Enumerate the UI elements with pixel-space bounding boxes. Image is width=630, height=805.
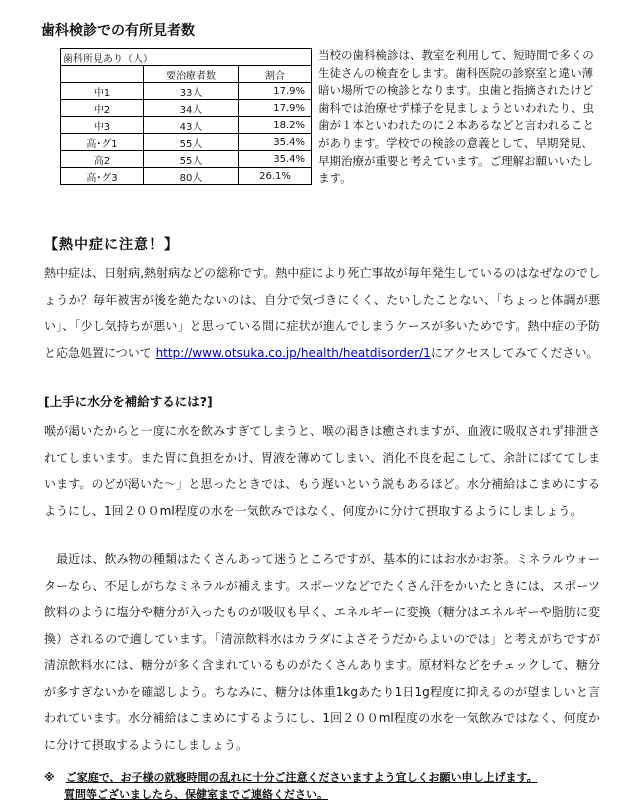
table-cell-grade: 高･グ3 (61, 168, 144, 185)
note-mark: ※ (44, 771, 55, 784)
table-cell-ratio: 18.2% (239, 117, 312, 134)
table-header-blank (61, 66, 144, 83)
heatstroke-info-link[interactable]: http://www.otsuka.co.jp/health/heatdisorder/1 (155, 345, 431, 360)
heatstroke-heading: 【熱中症に注意！】 (44, 237, 179, 253)
hydration-subheading: [上手に水分を補給するには?] (44, 394, 213, 409)
table-row (61, 83, 312, 100)
hydration-paragraph-2: 最近は、飲み物の種類はたくさんあって迷うところですが、基本的にはお水かお茶。ミネラルウォーターなら、不足しがちなミネラルが補えます。スポーツなどでたくさん汗をかいたときには、スポーツ飲料のように塩分や糖分が入ったものが吸収も早く、エネルギーに変換（糖分はエネルギーや脂肪に変換）されるので適しています。「清涼飲料水はカラダによさそうだからよいのでは」と考えがちですが清涼飲料水には、糖分が多く含まれているものがたくさんあります。原材料などをチェックして、糖分が多すぎないかを確認しよう。ちなみに、糖分は体重1kgあたり1日1g程度に抑えるのが望ましいと言われています。水分補給はこまめにするようにし、1回２００ml程度の水を一気飲みではなく、何度かに分けて摂取するようにしましょう。 (44, 552, 600, 752)
dental-findings-table (60, 48, 312, 185)
heatstroke-paragraph (44, 260, 600, 366)
table-cell-ratio: 35.4% (239, 134, 312, 151)
hydration-paragraph-1: 喉が渇いたからと一度に水を飲みすぎてしまうと、喉の渇きは癒されますが、血液に吸収されず排泄されてしまいます。また胃に負担をかけ、胃液を薄めてしまい、消化不良を起こして、余計にばててしまいます。のどが渇いた～」と思ったときでは、もう遅いという説もあるほど。水分補給はこまめにするようにし、1回２００ml程度の水を一気飲みではなく、何度かに分けて摂取するようにしましょう。 (44, 424, 600, 518)
table-row (61, 168, 312, 185)
heatstroke-text-after-link: にアクセスしてみてください。 (430, 345, 599, 360)
table-header-ratio: 割合 (239, 66, 312, 83)
table-cell-ratio: 17.9% (239, 83, 312, 100)
footer-note-line (44, 786, 604, 803)
table-cell-count: 80人 (144, 168, 239, 185)
table-row (61, 151, 312, 168)
table-cell-grade: 中1 (61, 83, 144, 100)
section-title-dental-checkup: 歯科検診での有所見者数 (41, 23, 195, 39)
table-header-count: 要治療者数 (144, 66, 239, 83)
table-caption: 歯科所見あり（人） (61, 49, 312, 66)
table-row (61, 117, 312, 134)
table-cell-ratio: 35.4% (239, 151, 312, 168)
table-cell-grade: 中3 (61, 117, 144, 134)
table-cell-count: 33人 (144, 83, 239, 100)
dental-checkup-explanation: 当校の歯科検診は、教室を利用して、短時間で多くの生徒さんの検査をします。歯科医院の診察室と違い薄暗い場所での検診となります。虫歯と指摘されたけど歯科では治療せず様子を見ましょうといわれたり、虫歯が１本といわれたのに２本あるなどと言われることがあります。学校での検診の意義として、早期発見、早期治療が重要と考えています。ご理解お願いいたします。 (318, 48, 594, 186)
table-caption-row (61, 49, 312, 66)
table-cell-ratio: 17.9% (239, 100, 312, 117)
table-row (61, 134, 312, 151)
table-header-row (61, 66, 312, 83)
table-cell-count: 34人 (144, 100, 239, 117)
contact-note: 質問等ございましたら、保健室までご連絡ください。 (64, 788, 328, 801)
table-cell-grade: 高･グ1 (61, 134, 144, 151)
footer-notes (44, 769, 604, 803)
table-cell-grade: 高2 (61, 151, 144, 168)
table-row (61, 100, 312, 117)
table-cell-ratio: 26.1% (239, 168, 312, 185)
table-cell-grade: 中2 (61, 100, 144, 117)
bedtime-note: ご家庭で、お子様の就寝時間の乱れに十分ご注意くださいますよう宜しくお願い申し上げます。 (65, 771, 538, 784)
footer-note-line (44, 769, 604, 786)
table-cell-count: 55人 (144, 151, 239, 168)
table-cell-count: 43人 (144, 117, 239, 134)
table-cell-count: 55人 (144, 134, 239, 151)
heatstroke-text-before-link: 熱中症は、日射病,熱射病などの総称です。熱中症により死亡事故が毎年発生しているのはなぜなのでしょうか？毎年被害が後を絶たないのは、自分で気づきにくく、たいしたことない、「ちょっと体調が悪い」、「少し気持ちが悪い」と思っている間に症状が進んでしまうケースが多いためです。熱中症の予防と応急処置について (44, 266, 600, 360)
